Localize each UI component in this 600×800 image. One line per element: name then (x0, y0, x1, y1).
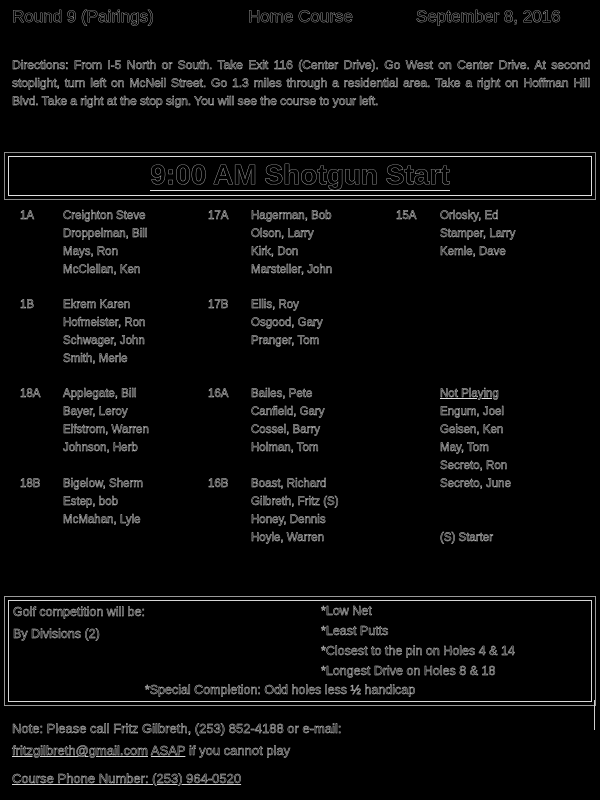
player-name: Applegate, Bill (63, 388, 137, 400)
player-name: Hoyle, Warren (251, 532, 325, 544)
player-name: Elfstrom, Warren (63, 424, 149, 436)
banner-title-text: 9:00 AM Shotgun Start (150, 159, 450, 190)
player-list (251, 207, 332, 279)
round-title: Round 9 (Pairings) (12, 7, 154, 26)
player-name: Johnson, Herb (63, 442, 138, 454)
player-name: Smith, Merle (63, 353, 128, 365)
contact-note-line1: Note: Please call Fritz Gilbreth, (253) 852-4188 or e-mail: (12, 721, 342, 736)
player-name: Schwager, John (63, 335, 145, 347)
hole-label: 16B (208, 478, 229, 490)
player-name: Hagerman, Bob (251, 210, 332, 222)
player-list (63, 385, 149, 457)
player-list (251, 296, 323, 350)
special-competition (5, 681, 595, 699)
player-name: Creighton Steve (63, 210, 146, 222)
contact-note-line2 (12, 740, 341, 762)
hole-label: 18A (20, 388, 41, 400)
player-list (63, 207, 147, 279)
player-name: Kemle, Dave (440, 246, 506, 258)
page-header (12, 7, 592, 31)
hole-label: 17B (208, 299, 229, 311)
player-name: Mays, Ron (63, 246, 118, 258)
contact-note-tail: if you cannot play (185, 743, 291, 758)
competition-event: *Closest to the pin on Holes 4 & 14 (321, 644, 515, 658)
special-competition-text: *Special Completion: Odd holes less ½ handicap (144, 683, 416, 697)
player-name: Secreto, Ron (440, 460, 508, 472)
competition-event: *Least Putts (321, 624, 389, 638)
player-name: Bayer, Leroy (63, 406, 128, 418)
player-name: Stamper, Larry (440, 228, 516, 240)
player-name: Marsteller, John (251, 264, 333, 276)
competition-divisions: By Divisions (2) (13, 627, 100, 641)
email-link[interactable]: fritzgilbreth@gmail.com (12, 743, 149, 758)
player-name: Honey, Dennis (251, 514, 326, 526)
competition-events (321, 601, 515, 681)
player-name: Estep, bob (63, 496, 118, 508)
hole-label: 18B (20, 478, 41, 490)
asap-text: ASAP (150, 743, 186, 758)
course-name: Home Course (248, 7, 353, 26)
hole-label: 1B (20, 299, 35, 311)
player-name: Ellis, Roy (251, 299, 299, 311)
player-name: Droppelman, Bill (63, 228, 148, 240)
banner-title (5, 158, 595, 192)
player-list (63, 296, 145, 368)
player-list (440, 207, 515, 261)
player-name: May, Tom (440, 442, 489, 454)
player-name: Bailes, Pete (251, 388, 313, 400)
not-playing-list (440, 385, 511, 493)
player-name: Bigelow, Sherm (63, 478, 143, 490)
starter-legend: (S) Starter (440, 532, 494, 544)
competition-intro (13, 601, 145, 645)
box-edge-line (594, 700, 595, 730)
directions-text: Directions: From I-5 North or South. Take Exit 116 (Center Drive). Go West on Center Drive. At second stoplight, turn left on McNeil Street. Go 1.3 miles through a residential area. Take a right on Hoffman Hill Blvd. Take a right at the stop sign. You will see the course to your left. (12, 58, 590, 108)
player-name: McClellan, Ken (63, 264, 141, 276)
event-date: September 8, 2016 (416, 7, 561, 26)
hole-label: 16A (208, 388, 229, 400)
competition-event: *Longest Drive on Holes 8 & 18 (321, 664, 496, 678)
player-name: Canfield, Gary (251, 406, 325, 418)
player-name: Kirk, Don (251, 246, 299, 258)
player-name: Olson, Larry (251, 228, 314, 240)
player-name: Hofmeister, Ron (63, 317, 146, 329)
player-name: Holman, Tom (251, 442, 319, 454)
hole-label: 17A (208, 210, 229, 222)
competition-box (4, 596, 596, 706)
not-playing-title: Not Playing (440, 388, 499, 400)
player-name: Geisen, Ken (440, 424, 504, 436)
player-name: Secreto, June (440, 478, 511, 490)
player-name: Cossel, Barry (251, 424, 321, 436)
player-name: Pranger, Tom (251, 335, 320, 347)
player-list (251, 475, 339, 547)
competition-intro-text: Golf competition will be: (13, 605, 146, 619)
player-name: Engum, Joel (440, 406, 504, 418)
player-list (63, 475, 143, 529)
player-name: Ekrem Karen (63, 299, 131, 311)
contact-note (12, 718, 341, 762)
competition-event: *Low Net (321, 604, 372, 618)
player-name: Orlosky, Ed (440, 210, 499, 222)
hole-label: 1A (20, 210, 35, 222)
player-name: Gilbreth, Fritz (S) (251, 496, 339, 508)
player-name: Osgood, Gary (251, 317, 323, 329)
hole-label: 15A (396, 210, 417, 222)
player-name: Boast, Richard (251, 478, 327, 490)
player-list (251, 385, 325, 457)
shotgun-banner (4, 152, 596, 200)
course-phone: Course Phone Number: (253) 964-0520 (12, 771, 242, 786)
player-name: McMahan, Lyle (63, 514, 141, 526)
